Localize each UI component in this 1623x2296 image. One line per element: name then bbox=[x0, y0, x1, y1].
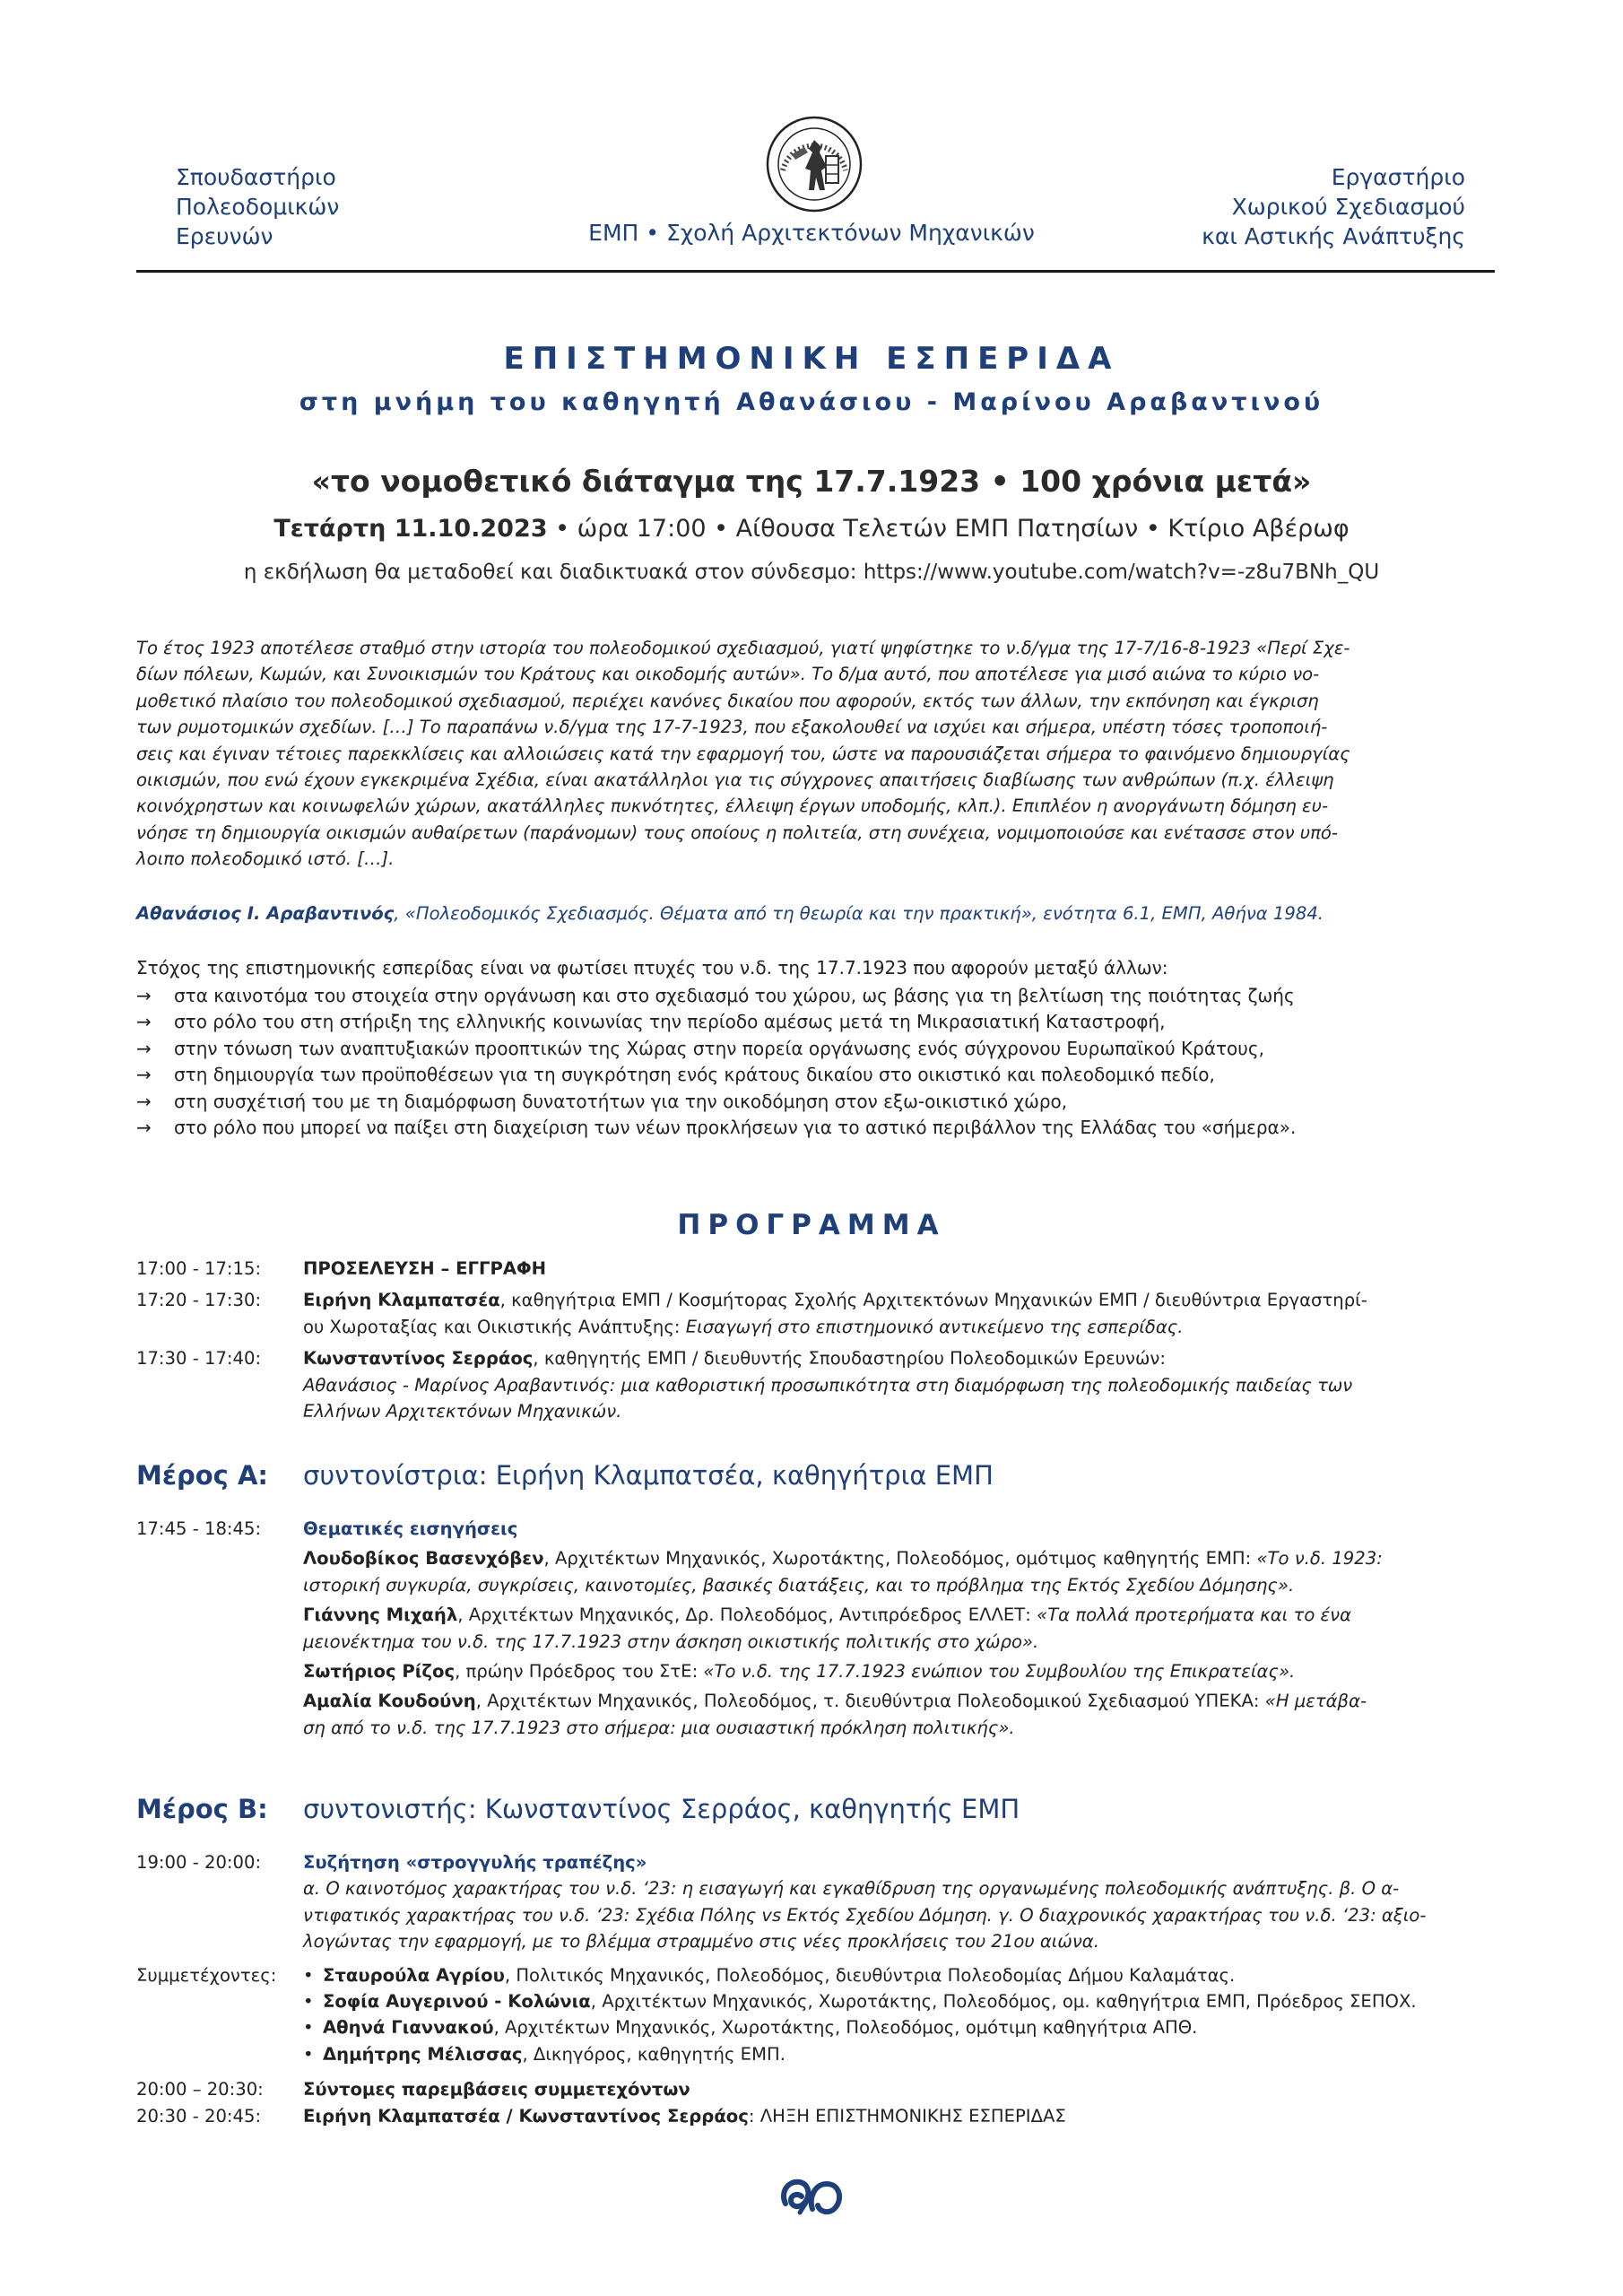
header-right-line: και Αστικής Ανάπτυξης bbox=[1202, 223, 1465, 249]
header-left-line: Ερευνών bbox=[176, 223, 273, 249]
talk-title: «Η μετάβα- bbox=[1264, 1691, 1367, 1712]
speaker-name: Ειρήνη Κλαμπατσέα / Κωνσταντίνος Σερράος bbox=[303, 2105, 749, 2126]
schedule-text bbox=[303, 1849, 1495, 1955]
schedule-row bbox=[136, 1287, 1495, 1340]
discussion-topics: λογώντας την εφαρμογή, με το βλέμμα στραμμένο στις νέες προκλήσεις του 21ου αιώνα. bbox=[303, 1931, 1099, 1952]
participant-role: , Αρχιτέκτων Μηχανικός, Χωροτάκτης, Πολεοδόμος, ομότιμη καθηγήτρια ΑΠΘ. bbox=[493, 2017, 1198, 2039]
speaker-role: , Αρχιτέκτων Μηχανικός, Πολεοδόμος, τ. διευθύντρια Πολεοδομικού Σχεδιασμού ΥΠΕΚΑ: bbox=[475, 1691, 1265, 1712]
goal-item bbox=[136, 1036, 1495, 1062]
discussion-topics: α. Ο καινοτόμος χαρακτήρας του ν.δ. ‘23: η εισαγωγή και εγκαθίδρυση της οργανωμένης πολεοδομικής ανάπτυξης. β. Ο α- bbox=[303, 1878, 1400, 1900]
schedule-text bbox=[303, 2103, 1495, 2129]
arrow-right-icon: → bbox=[136, 1064, 152, 1086]
talk-title: «Το ν.δ. της 17.7.1923 ενώπιον του Συμβουλίου της Επικρατείας». bbox=[703, 1661, 1296, 1683]
intro-line: λοιπο πολεοδομικό ιστό. […]. bbox=[136, 848, 395, 870]
bullet-icon: • bbox=[303, 1964, 314, 1986]
header-right-line: Εργαστήριο bbox=[1331, 164, 1465, 190]
goal-text: στο ρόλο που μπορεί να παίξει στη διαχείριση των νέων προκλήσεων για το αστικό περιβάλλον της Ελλάδας του «σήμερα». bbox=[174, 1117, 1297, 1139]
speaker-name: Γιάννης Μιχαήλ bbox=[303, 1605, 458, 1626]
goal-text: στα καινοτόμα του στοιχεία στην οργάνωση και στο σχεδιασμό του χώρου, ως βάσης για τη βελτίωση της ποιότητας ζωής bbox=[174, 985, 1295, 1006]
session-heading: Θεματικές εισηγήσεις bbox=[303, 1518, 518, 1539]
participant-role: , Δικηγόρος, καθηγητής ΕΜΠ. bbox=[522, 2043, 785, 2065]
part-moderator: συντονίστρια: Ειρήνη Κλαμπατσέα, καθηγήτρια ΕΜΠ bbox=[303, 1460, 994, 1491]
schedule-time: 19:00 - 20:00: bbox=[136, 1852, 262, 1873]
goal-text: στη δημιουργία των προϋποθέσεων για τη συγκρότηση ενός κράτους δικαίου στο οικιστικό και πολεοδομικό πεδίο, bbox=[174, 1064, 1215, 1086]
goal-item bbox=[136, 1089, 1495, 1115]
part-label: Μέρος Α: bbox=[136, 1460, 269, 1491]
speaker-role: , καθηγήτρια ΕΜΠ / Κοσμήτορας Σχολής Αρχιτεκτόνων Μηχανικών ΕΜΠ / διευθύντρια Εργαστηρί- bbox=[499, 1290, 1367, 1311]
schedule-time: 17:00 - 17:15: bbox=[136, 1258, 262, 1279]
participant-name: Σοφία Αυγερινού - Κολώνια bbox=[323, 1991, 591, 2013]
speaker-role: , καθηγητής ΕΜΠ / διευθυντής Σπουδαστηρίου Πολεοδομικών Ερευνών: bbox=[533, 1348, 1166, 1370]
participants-label: Συμμετέχοντες: bbox=[136, 1964, 277, 1986]
arrow-right-icon: → bbox=[136, 985, 152, 1006]
intro-line: νόησε τη δημιουργία οικισμών αυθαίρετων (παράνομων) τους οποίους η πολιτεία, στη συνέχεια, νομιμοποιούσε και ενέτασσε στον υπό- bbox=[136, 822, 1338, 843]
citation-author: Αθανάσιος Ι. Αραβαντινός bbox=[136, 903, 395, 924]
schedule-row bbox=[136, 1345, 1495, 1424]
goals-list bbox=[136, 983, 1495, 1141]
event-title: ΕΠΙΣΤΗΜΟΝΙΚΗ ΕΣΠΕΡΙΔΑ bbox=[503, 341, 1120, 377]
stream-link[interactable]: η εκδήλωση θα μεταδοθεί και διαδικτυακά στον σύνδεσμο: https://www.youtube.com/watch?v=-z8u7BNh_QU bbox=[243, 561, 1380, 584]
intro-line: δίων πόλεων, Κωμών, και Συνοικισμών του Κράτους και οικοδομής αυτών». Το δ/μα αυτό, που αποτέλεσε για μισό αιώνα το κύριο νο- bbox=[136, 664, 1320, 685]
part-a-heading bbox=[136, 1460, 994, 1491]
schedule-part-b bbox=[136, 1849, 1495, 2129]
ntua-seal-icon bbox=[765, 115, 864, 213]
event-time-venue: • ώρα 17:00 • Αίθουσα Τελετών ΕΜΠ Πατησίων • Κτίριο Αβέρωφ bbox=[547, 515, 1350, 543]
speaker-role: , Αρχιτέκτων Μηχανικός, Χωροτάκτης, Πολεοδόμος, ομότιμος καθηγητής ΕΜΠ: bbox=[543, 1548, 1257, 1570]
talk-title: «Το ν.δ. 1923: bbox=[1256, 1548, 1383, 1570]
citation-source: , «Πολεοδομικός Σχεδιασμός. Θέματα από τη θεωρία και την πρακτική», ενότητα 6.1, ΕΜΠ, Αθήνα 1984. bbox=[394, 903, 1324, 924]
schedule-opening bbox=[136, 1256, 1495, 1424]
ntua-monogram-icon bbox=[778, 2173, 846, 2220]
header-left-line: Πολεοδομικών bbox=[176, 194, 340, 220]
goal-item bbox=[136, 1009, 1495, 1035]
goals-lead: Στόχος της επιστημονικής εσπερίδας είναι να φωτίσει πτυχές του ν.δ. της 17.7.1923 που αφορούν μεταξύ άλλων: bbox=[136, 957, 1168, 978]
talk-title: ιστορική συγκυρία, συγκρίσεις, καινοτομίες, βασικές διατάξεις, και το πρόβλημα της Εκτός Σχεδίου Δόμησης». bbox=[303, 1574, 1295, 1596]
schedule-row bbox=[136, 1849, 1495, 1955]
arrow-right-icon: → bbox=[136, 1011, 152, 1033]
goal-text: στην τόνωση των αναπτυξιακών προοπτικών της Χώρας στην πορεία οργάνωσης ενός σύγχρονου Ευρωπαϊκού Κράτους, bbox=[174, 1037, 1264, 1059]
schedule-text: ΠΡΟΣΕΛΕΥΣΗ – ΕΓΓΡΑΦΗ bbox=[303, 1258, 547, 1279]
schedule-row bbox=[136, 2103, 1495, 2129]
speaker-name: Κωνσταντίνος Σερράος bbox=[303, 1348, 534, 1370]
speaker-name: Σωτήριος Ρίζος bbox=[303, 1661, 456, 1683]
schedule-text: Σύντομες παρεμβάσεις συμμετεχόντων bbox=[303, 2079, 690, 2100]
goal-item bbox=[136, 1115, 1495, 1141]
arrow-right-icon: → bbox=[136, 1090, 152, 1112]
schedule-text bbox=[303, 1345, 1495, 1424]
event-date-location bbox=[0, 515, 1623, 543]
part-b-heading bbox=[136, 1794, 1020, 1824]
participant-name: Αθηνά Γιαννακού bbox=[323, 2017, 494, 2039]
intro-citation bbox=[136, 903, 1495, 924]
participant-role: , Αρχιτέκτων Μηχανικός, Χωροτάκτης, Πολεοδόμος, ομ. καθηγήτρια ΕΜΠ, Πρόεδρος ΣΕΠΟΧ. bbox=[590, 1991, 1417, 2013]
header-right-line: Χωρικού Σχεδιασμού bbox=[1231, 194, 1465, 220]
bullet-icon: • bbox=[303, 2017, 314, 2039]
participant-name: Σταυρούλα Αγρίου bbox=[323, 1964, 505, 1986]
bullet-icon: • bbox=[303, 1991, 314, 2013]
schedule-time: 17:45 - 18:45: bbox=[136, 1518, 262, 1539]
intro-quote bbox=[136, 635, 1495, 873]
speaker-name: Αμαλία Κουδούνη bbox=[303, 1691, 476, 1712]
arrow-right-icon: → bbox=[136, 1037, 152, 1059]
schedule-row bbox=[136, 2076, 1495, 2102]
header-divider bbox=[136, 270, 1495, 273]
schedule-row bbox=[136, 1516, 1495, 1741]
schedule-row bbox=[136, 1256, 1495, 1282]
intro-line: μοθετικό πλαίσιο του πολεοδομικού σχεδιασμού, περιέχει κανόνες δικαίου που αφορούν, εκτός των άλλων, την εκπόνηση και έγκριση bbox=[136, 690, 1319, 711]
talk-title: ση από το ν.δ. της 17.7.1923 στο σήμερα: μια ουσιαστική πρόκληση πολιτικής». bbox=[303, 1717, 1015, 1738]
closing-text: : ΛΗΞΗ ΕΠΙΣΤΗΜΟΝΙΚΗΣ ΕΣΠΕΡΙΔΑΣ bbox=[748, 2105, 1066, 2126]
participant-name: Δημήτρης Μέλισσας bbox=[323, 2043, 523, 2065]
schedule-time: 20:00 – 20:30: bbox=[136, 2079, 264, 2100]
intro-line: των ρυμοτομικών σχεδίων. […] Το παραπάνω ν.δ/γμα της 17-7-1923, που εξακολουθεί να ισχύει και σήμερα, υπέστη τόσες τροποποιή- bbox=[136, 717, 1328, 738]
participant-item bbox=[303, 1988, 1495, 2014]
participant-item bbox=[303, 2014, 1495, 2040]
talk-title: μειονέκτημα του ν.δ. της 17.7.1923 στην άσκηση οικιστικής πολιτικής στο χώρο». bbox=[303, 1631, 1039, 1652]
program-heading: ΠΡΟΓΡΑΜΜΑ bbox=[677, 1209, 946, 1241]
schedule-text bbox=[303, 1516, 1495, 1741]
speaker-role: , πρώην Πρόεδρος του ΣτΕ: bbox=[455, 1661, 704, 1683]
speaker-name: Λουδοβίκος Βασενχόβεν bbox=[303, 1548, 544, 1570]
event-topic: «το νομοθετικό διάταγμα της 17.7.1923 • 100 χρόνια μετά» bbox=[311, 464, 1312, 499]
bullet-icon: • bbox=[303, 2043, 314, 2065]
talk-title: Εισαγωγή στο επιστημονικό αντικείμενο της εσπερίδας. bbox=[685, 1316, 1184, 1337]
speaker-name: Ειρήνη Κλαμπατσέα bbox=[303, 1290, 500, 1311]
intro-line: οικισμών, που ενώ έχουν εγκεκριμένα Σχέδια, είναι ακατάλληλοι για τις σύγχρονες απαιτήσεις διαβίωσης των ανθρώπων (π.χ. έλλειψη bbox=[136, 770, 1334, 791]
goal-text: στη συσχέτισή του με τη διαμόρφωση δυνατοτήτων για την οικοδόμηση στον εξω-οικιστικό χώρο, bbox=[174, 1090, 1068, 1112]
header-center-school: ΕΜΠ • Σχολή Αρχιτεκτόνων Μηχανικών bbox=[588, 220, 1035, 246]
talk-title: Αθανάσιος - Μαρίνος Αραβαντινός: μια καθοριστική προσωπικότητα στη διαμόρφωση της πολεοδομικής παιδείας των bbox=[303, 1374, 1353, 1396]
participants-list bbox=[303, 1962, 1495, 2068]
event-subtitle: στη μνήμη του καθηγητή Αθανάσιου - Μαρίνου Αραβαντινού bbox=[299, 388, 1324, 416]
goal-item bbox=[136, 1062, 1495, 1088]
intro-line: σεις και έγιναν τέτοιες παρεκκλίσεις και αλλοιώσεις κατά την εφαρμογή του, ώστε να παρουσιάζεται σήμερα το φαινόμενο δημιουργίας bbox=[136, 743, 1350, 764]
arrow-right-icon: → bbox=[136, 1117, 152, 1139]
schedule-time: 17:20 - 17:30: bbox=[136, 1290, 262, 1311]
discussion-topics: ντιφατικός χαρακτήρας του ν.δ. ‘23: Σχέδια Πόλης vs Εκτός Σχεδίου Δόμηση. γ. Ο διαχρονικός χαρακτήρας του ν.δ. ‘23: αξιο- bbox=[303, 1904, 1427, 1926]
schedule-time: 20:30 - 20:45: bbox=[136, 2105, 262, 2126]
participant-role: , Πολιτικός Μηχανικός, Πολεοδόμος, διευθύντρια Πολεοδομίας Δήμου Καλαμάτας. bbox=[504, 1964, 1236, 1986]
participant-item bbox=[303, 1962, 1495, 1988]
schedule-time: 17:30 - 17:40: bbox=[136, 1348, 262, 1370]
intro-line: κοινόχρηστων και κοινωφελών χώρων, ακατάλληλες πυκνότητες, έλλειψη έργων υποδομής, κλπ.). Επιπλέον η ανοργάνωτη δόμηση ευ- bbox=[136, 796, 1329, 817]
part-label: Μέρος Β: bbox=[136, 1794, 268, 1824]
schedule-part-a bbox=[136, 1516, 1495, 1741]
goal-text: στο ρόλο του στη στήριξη της ελληνικής κοινωνίας την περίοδο αμέσως μετά τη Μικρασιατική Καταστροφή, bbox=[174, 1011, 1166, 1033]
speaker-role: ου Χωροταξίας και Οικιστικής Ανάπτυξης: bbox=[303, 1316, 686, 1337]
schedule-row bbox=[136, 1962, 1495, 2068]
event-date: Τετάρτη 11.10.2023 bbox=[273, 515, 548, 543]
header-right-institution bbox=[1202, 162, 1465, 251]
speaker-role: , Αρχιτέκτων Μηχανικός, Δρ. Πολεοδόμος, Αντιπρόεδρος ΕΛΛΕΤ: bbox=[457, 1605, 1037, 1626]
part-moderator: συντονιστής: Κωνσταντίνος Σερράος, καθηγητής ΕΜΠ bbox=[303, 1794, 1020, 1824]
session-heading: Συζήτηση «στρογγυλής τραπέζης» bbox=[303, 1852, 647, 1873]
talk-title: Ελλήνων Αρχιτεκτόνων Μηχανικών. bbox=[303, 1401, 622, 1422]
header-left-line: Σπουδαστήριο bbox=[176, 164, 336, 190]
intro-line: Το έτος 1923 αποτέλεσε σταθμό στην ιστορία του πολεοδομικού σχεδιασμού, γιατί ψηφίστηκε το ν.δ/γμα της 17-7/16-8-1923 «Περί Σχε- bbox=[136, 638, 1350, 658]
talk-title: «Τα πολλά προτερήματα και το ένα bbox=[1037, 1605, 1352, 1626]
schedule-text bbox=[303, 1287, 1495, 1340]
goal-item bbox=[136, 983, 1495, 1009]
participant-item bbox=[303, 2041, 1495, 2067]
